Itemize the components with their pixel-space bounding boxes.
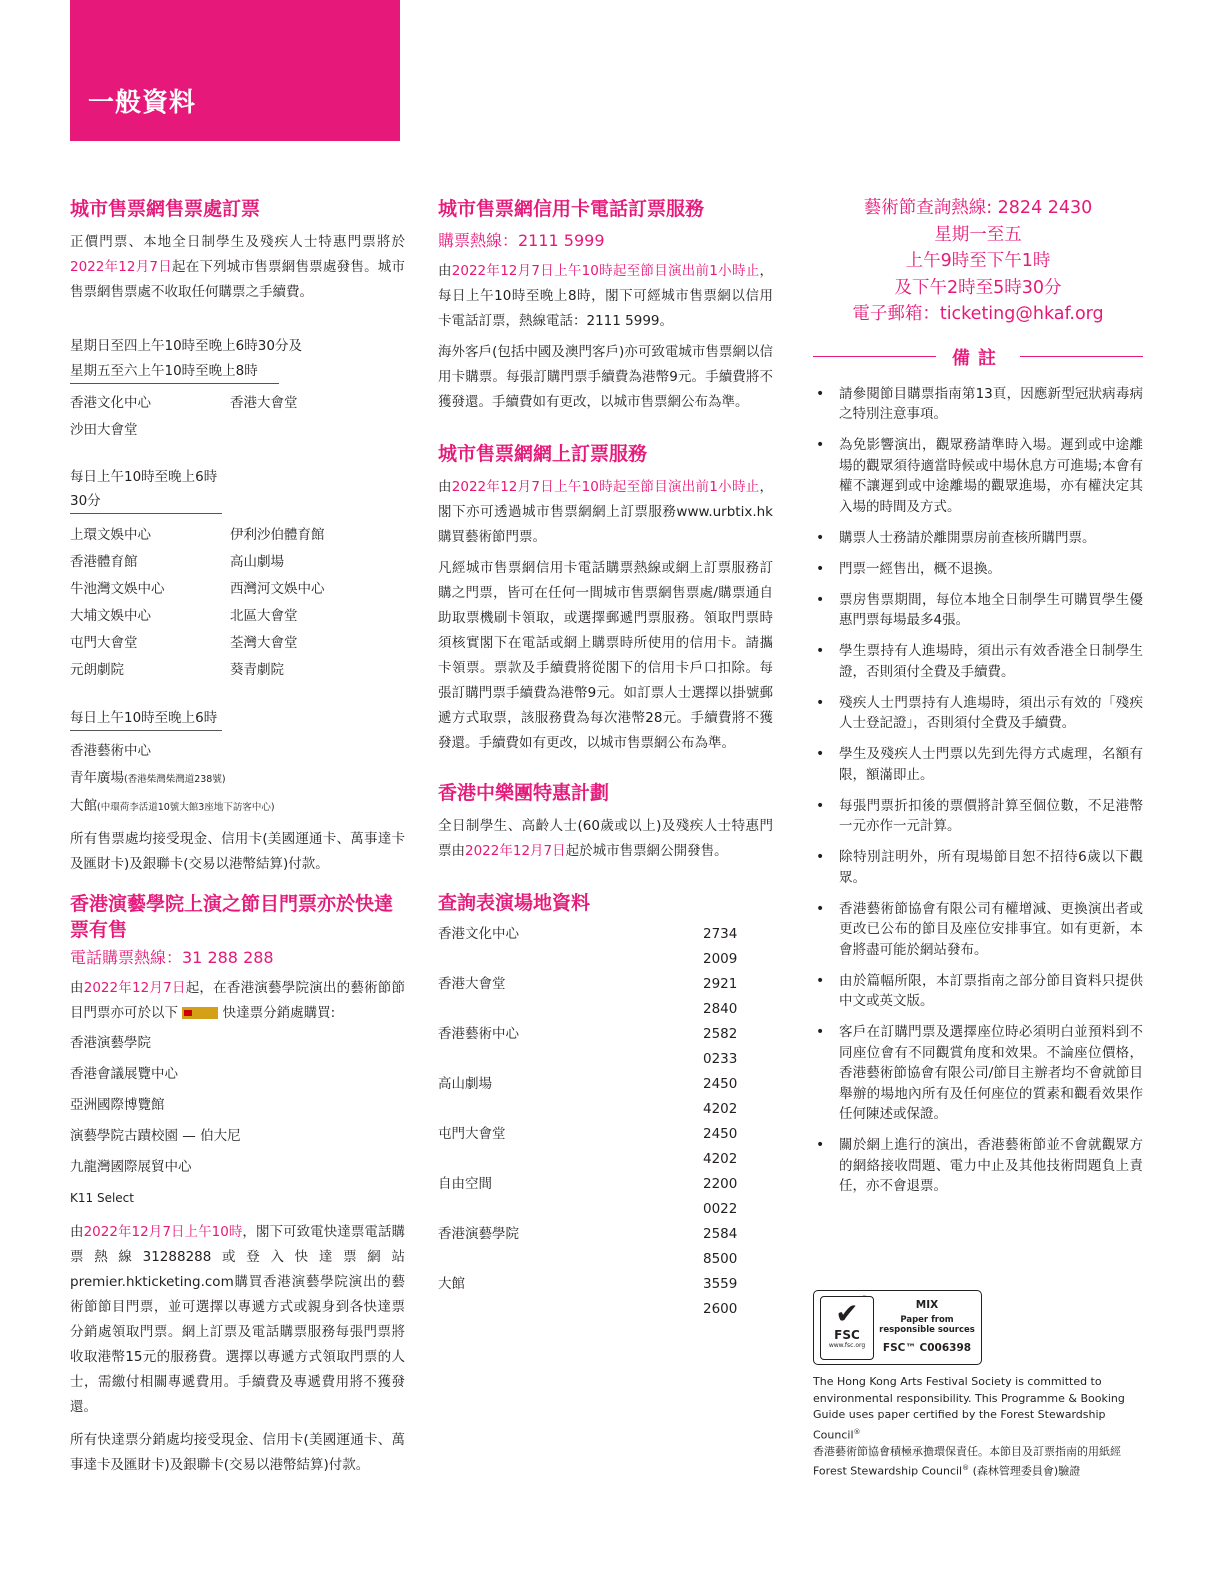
venue-item: 荃灣大會堂 <box>230 635 298 651</box>
outlet-item: 演藝學院古蹟校園 — 伯大尼 <box>70 1128 241 1144</box>
venue-item: 香港大會堂 <box>230 395 298 411</box>
phone-hotline: 電話購票熱線：31 288 288 <box>70 948 274 967</box>
venue-item: 香港體育館 <box>70 554 138 570</box>
header-banner <box>70 0 400 141</box>
list-item: • 每張門票折扣後的票價將計算至個位數，不足港幣一元亦作一元計算。 <box>813 796 1143 837</box>
venue-phone: 3559 2600 <box>703 1276 738 1317</box>
list-item: • 票房售票期間，每位本地全日制學生可購買學生優惠門票每場最多4張。 <box>813 590 1143 631</box>
hours-block <box>70 333 405 384</box>
paragraph: 凡經城市售票網信用卡電話購票熱線或網上訂票服務訂購之門票，皆可在任何一間城市售票網售票處/購票通自助取票機刷卡領取，或選擇郵遞門票服務。領取門票時須核實閣下在電話或網上購票時所使用的信用卡。請攜卡領票。票款及手續費將從閣下的信用卡戶口扣除。每張訂購門票手續費為港幣9元。如訂票人士選擇以掛號郵遞方式取票，該服務費為每次港幣28元。手續費將不獲發還。手續費如有更改，以城市售票網公布為準。 <box>438 560 773 751</box>
tree-icon: ✔ <box>835 1297 859 1330</box>
phone-hotline: 購票熱線：2111 5999 <box>438 231 605 250</box>
fsc-mix-label: MIX <box>915 1299 939 1311</box>
venue-list <box>70 738 405 821</box>
venue-item: 大館(中環荷李活道10號大館3座地下訪客中心) <box>70 798 275 814</box>
list-item: • 關於網上進行的演出，香港藝術節並不會就觀眾方的網絡接收問題、電力中止及其他技術問題負上責任，亦不會退票。 <box>813 1135 1143 1197</box>
enquiry-hours: 上午9時至下午1時 <box>905 251 1051 271</box>
venue-name: 香港藝術中心 <box>438 1026 519 1042</box>
venue-item: 北區大會堂 <box>230 608 298 624</box>
section-title: 香港中樂團特惠計劃 <box>438 782 610 804</box>
notes-list <box>813 384 1143 1197</box>
list-item: • 除特別註明外，所有現場節目恕不招待6歲以下觀眾。 <box>813 847 1143 888</box>
outlet-item: 香港演藝學院 <box>70 1035 151 1051</box>
venue-item: 沙田大會堂 <box>70 422 138 438</box>
section-title: 城市售票網售票處訂票 <box>70 198 261 220</box>
list-item: • 由於篇幅所限，本訂票指南之部分節目資料只提供中文或英文版。 <box>813 971 1143 1012</box>
env-statement-zh: 香港藝術節協會積極承擔環保責任。本節目及訂票指南的用紙經Forest Stewardship Council® (森林管理委員會)驗證 <box>813 1444 1121 1478</box>
list-item: • 學生票持有人進場時，須出示有效香港全日制學生證，否則須付全費及手續費。 <box>813 641 1143 682</box>
venue-item: 香港藝術中心 <box>70 743 151 759</box>
venue-item: 香港文化中心 <box>70 395 151 411</box>
list-item: • 購票人士務請於離開票房前查核所購門票。 <box>813 528 1143 549</box>
environment-statement <box>813 1374 1143 1480</box>
venue-list <box>70 390 405 444</box>
venue-item: 西灣河文娛中心 <box>230 581 325 597</box>
outlet-item: 香港會議展覽中心 <box>70 1066 178 1082</box>
hours-line: 每日上午10時至晚上6時 <box>70 706 222 731</box>
venue-phone: 2584 8500 <box>703 1226 738 1267</box>
paragraph: 正價門票、本地全日制學生及殘疾人士特惠門票將於2022年12月7日起在下列城市售票網售票處發售。城市售票網售票處不收取任何購票之手續費。 <box>70 234 406 300</box>
venue-name: 香港演藝學院 <box>438 1226 519 1242</box>
venue-item: 青年廣場(香港柴灣柴灣道238號) <box>70 770 226 786</box>
venue-item: 元朗劇院 <box>70 662 124 678</box>
outlet-item: K11 Select <box>70 1191 134 1205</box>
venue-item: 伊利沙伯體育館 <box>230 527 325 543</box>
list-item: • 殘疾人士門票持有人進場時，須出示有效的「殘疾人士登記證」，否則須付全費及手續費。 <box>813 693 1143 734</box>
enquiry-block <box>813 195 1143 328</box>
fsc-paper-label: Paper from responsible sources <box>879 1315 975 1335</box>
venue-name: 自由空間 <box>438 1176 492 1192</box>
outlet-list <box>70 1028 405 1214</box>
venue-item: 上環文娛中心 <box>70 527 151 543</box>
fsc-certification-badge: ✔ FSC www.fsc.org ™ MIX Paper from responsible sources FSC™ C006398 <box>813 1290 982 1365</box>
list-item: • 客戶在訂購門票及選擇座位時必須明白並預料到不同座位會有不同觀賞角度和效果。不論座位價格，香港藝術節協會有限公司/節目主辦者均不會就節目舉辦的場地內所有及任何座位的質素和觀看效果作任何陳述或保證。 <box>813 1022 1143 1125</box>
venue-item: 屯門大會堂 <box>70 635 138 651</box>
paragraph: 由2022年12月7日上午10時起至節目演出前1小時止，閣下亦可透過城市售票網網上訂票服務www.urbtix.hk購買藝術節門票。 <box>438 479 774 545</box>
venue-name: 香港大會堂 <box>438 976 506 992</box>
venue-list <box>70 522 405 684</box>
list-item: • 門票一經售出，概不退換。 <box>813 559 1143 580</box>
enquiry-hours: 及下午2時至5時30分 <box>894 277 1062 298</box>
venue-name: 香港文化中心 <box>438 926 519 942</box>
paragraph: 海外客戶(包括中國及澳門客戶)亦可致電城市售票網以信用卡購票。每張訂購門票手續費為港幣9元。手續費將不獲發還。手續費如有更改，以城市售票網公布為準。 <box>438 344 773 410</box>
venue-name: 大館 <box>438 1276 465 1292</box>
hours-line: 星期日至四上午10時至晚上6時30分及 <box>70 338 302 354</box>
venue-name: 屯門大會堂 <box>438 1126 506 1142</box>
hours-line: 星期五至六上午10時至晚上8時 <box>70 359 279 384</box>
column-3 <box>813 195 1143 1207</box>
venue-phone-table <box>438 922 773 1322</box>
venue-phone: 2921 2840 <box>703 976 738 1017</box>
venue-item: 牛池灣文娛中心 <box>70 581 165 597</box>
column-2 <box>438 196 773 1322</box>
paragraph: 全日制學生、高齡人士(60歲或以上)及殘疾人士特惠門票由2022年12月7日起於城市售票網公開發售。 <box>438 818 773 859</box>
section-title: 香港演藝學院上演之節目門票亦於快達票有售 <box>70 893 394 941</box>
payment-text: 所有售票處均接受現金、信用卡(美國運通卡、萬事達卡及匯財卡)及銀聯卡(交易以港幣結算)付款。 <box>70 831 405 872</box>
list-item: • 學生及殘疾人士門票以先到先得方式處理，名額有限，額滿即止。 <box>813 744 1143 785</box>
env-statement-en: The Hong Kong Arts Festival Society is committed to environmental responsibility. This Programme & Booking Guide uses paper certified by the Forest Stewardship Council® <box>813 1375 1125 1442</box>
venue-phone: 2200 0022 <box>703 1176 738 1217</box>
venue-phone: 2734 2009 <box>703 926 738 967</box>
enquiry-hotline: 藝術節查詢熱線: 2824 2430 <box>863 198 1093 218</box>
hk-ticketing-logo <box>182 1007 218 1019</box>
payment-text: 所有快達票分銷處均接受現金、信用卡(美國運通卡、萬事達卡及匯財卡)及銀聯卡(交易以港幣結算)付款。 <box>70 1432 405 1473</box>
venue-item: 葵青劇院 <box>230 662 284 678</box>
section-title: 查詢表演場地資料 <box>438 892 591 914</box>
venue-phone: 2450 4202 <box>703 1126 738 1167</box>
outlet-item: 亞洲國際博覽館 <box>70 1097 165 1113</box>
fsc-logo: ✔ FSC www.fsc.org <box>820 1296 874 1360</box>
outlet-item: 九龍灣國際展貿中心 <box>70 1159 192 1175</box>
fsc-code: FSC™ C006398 <box>882 1342 972 1354</box>
list-item: • 請參閱節目購票指南第13頁，因應新型冠狀病毒病之特別注意事項。 <box>813 384 1143 425</box>
venue-phone: 2450 4202 <box>703 1076 738 1117</box>
page-title: 一般資料 <box>88 88 197 118</box>
paragraph: 由2022年12月7日上午10時起至節目演出前1小時止，每日上午10時至晚上8時，閣下可經城市售票網以信用卡電話訂票，熱線電話：2111 5999。 <box>438 263 774 329</box>
paragraph: 由2022年12月7日上午10時，閣下可致電快達票電話購票熱線31288288或登入快達票網站premier.hkticketing.com購買香港演藝學院演出的藝術節節目門票，並可選擇以專遞方式或親身到各快達票分銷處領取門票。網上訂票及電話購票服務每張門票將收取港幣15元的服務費。選擇以專遞方式領取門票的人士，需繳付相關專遞費用。手續費及專遞費用將不獲發還。 <box>70 1224 405 1415</box>
enquiry-days: 星期一至五 <box>934 224 1022 245</box>
venue-name: 高山劇場 <box>438 1076 492 1092</box>
venue-item: 大埔文娛中心 <box>70 608 151 624</box>
venue-item: 高山劇場 <box>230 554 284 570</box>
notes-heading: 備註 <box>813 344 1143 370</box>
section-title: 城市售票網網上訂票服務 <box>438 443 648 465</box>
column-1 <box>70 196 405 1478</box>
list-item: • 香港藝術節協會有限公司有權增減、更換演出者或更改已公布的節目及座位安排事宜。如有更新，本會將盡可能於網站發布。 <box>813 899 1143 961</box>
enquiry-email[interactable]: 電子郵箱：ticketing@hkaf.org <box>852 304 1104 324</box>
list-item: • 為免影響演出，觀眾務請準時入場。遲到或中途離場的觀眾須待適當時候或中場休息方可進場;本會有權不讓遲到或中途離場的觀眾進場，亦有權決定其入場的時間及方式。 <box>813 435 1143 517</box>
hours-line: 每日上午10時至晚上6時30分 <box>70 465 222 514</box>
paragraph: 由2022年12月7日起，在香港演藝學院演出的藝術節節目門票亦可於以下 快達票分銷處購買: <box>70 980 406 1021</box>
section-title: 城市售票網信用卡電話訂票服務 <box>438 198 705 220</box>
venue-phone: 2582 0233 <box>703 1026 738 1067</box>
